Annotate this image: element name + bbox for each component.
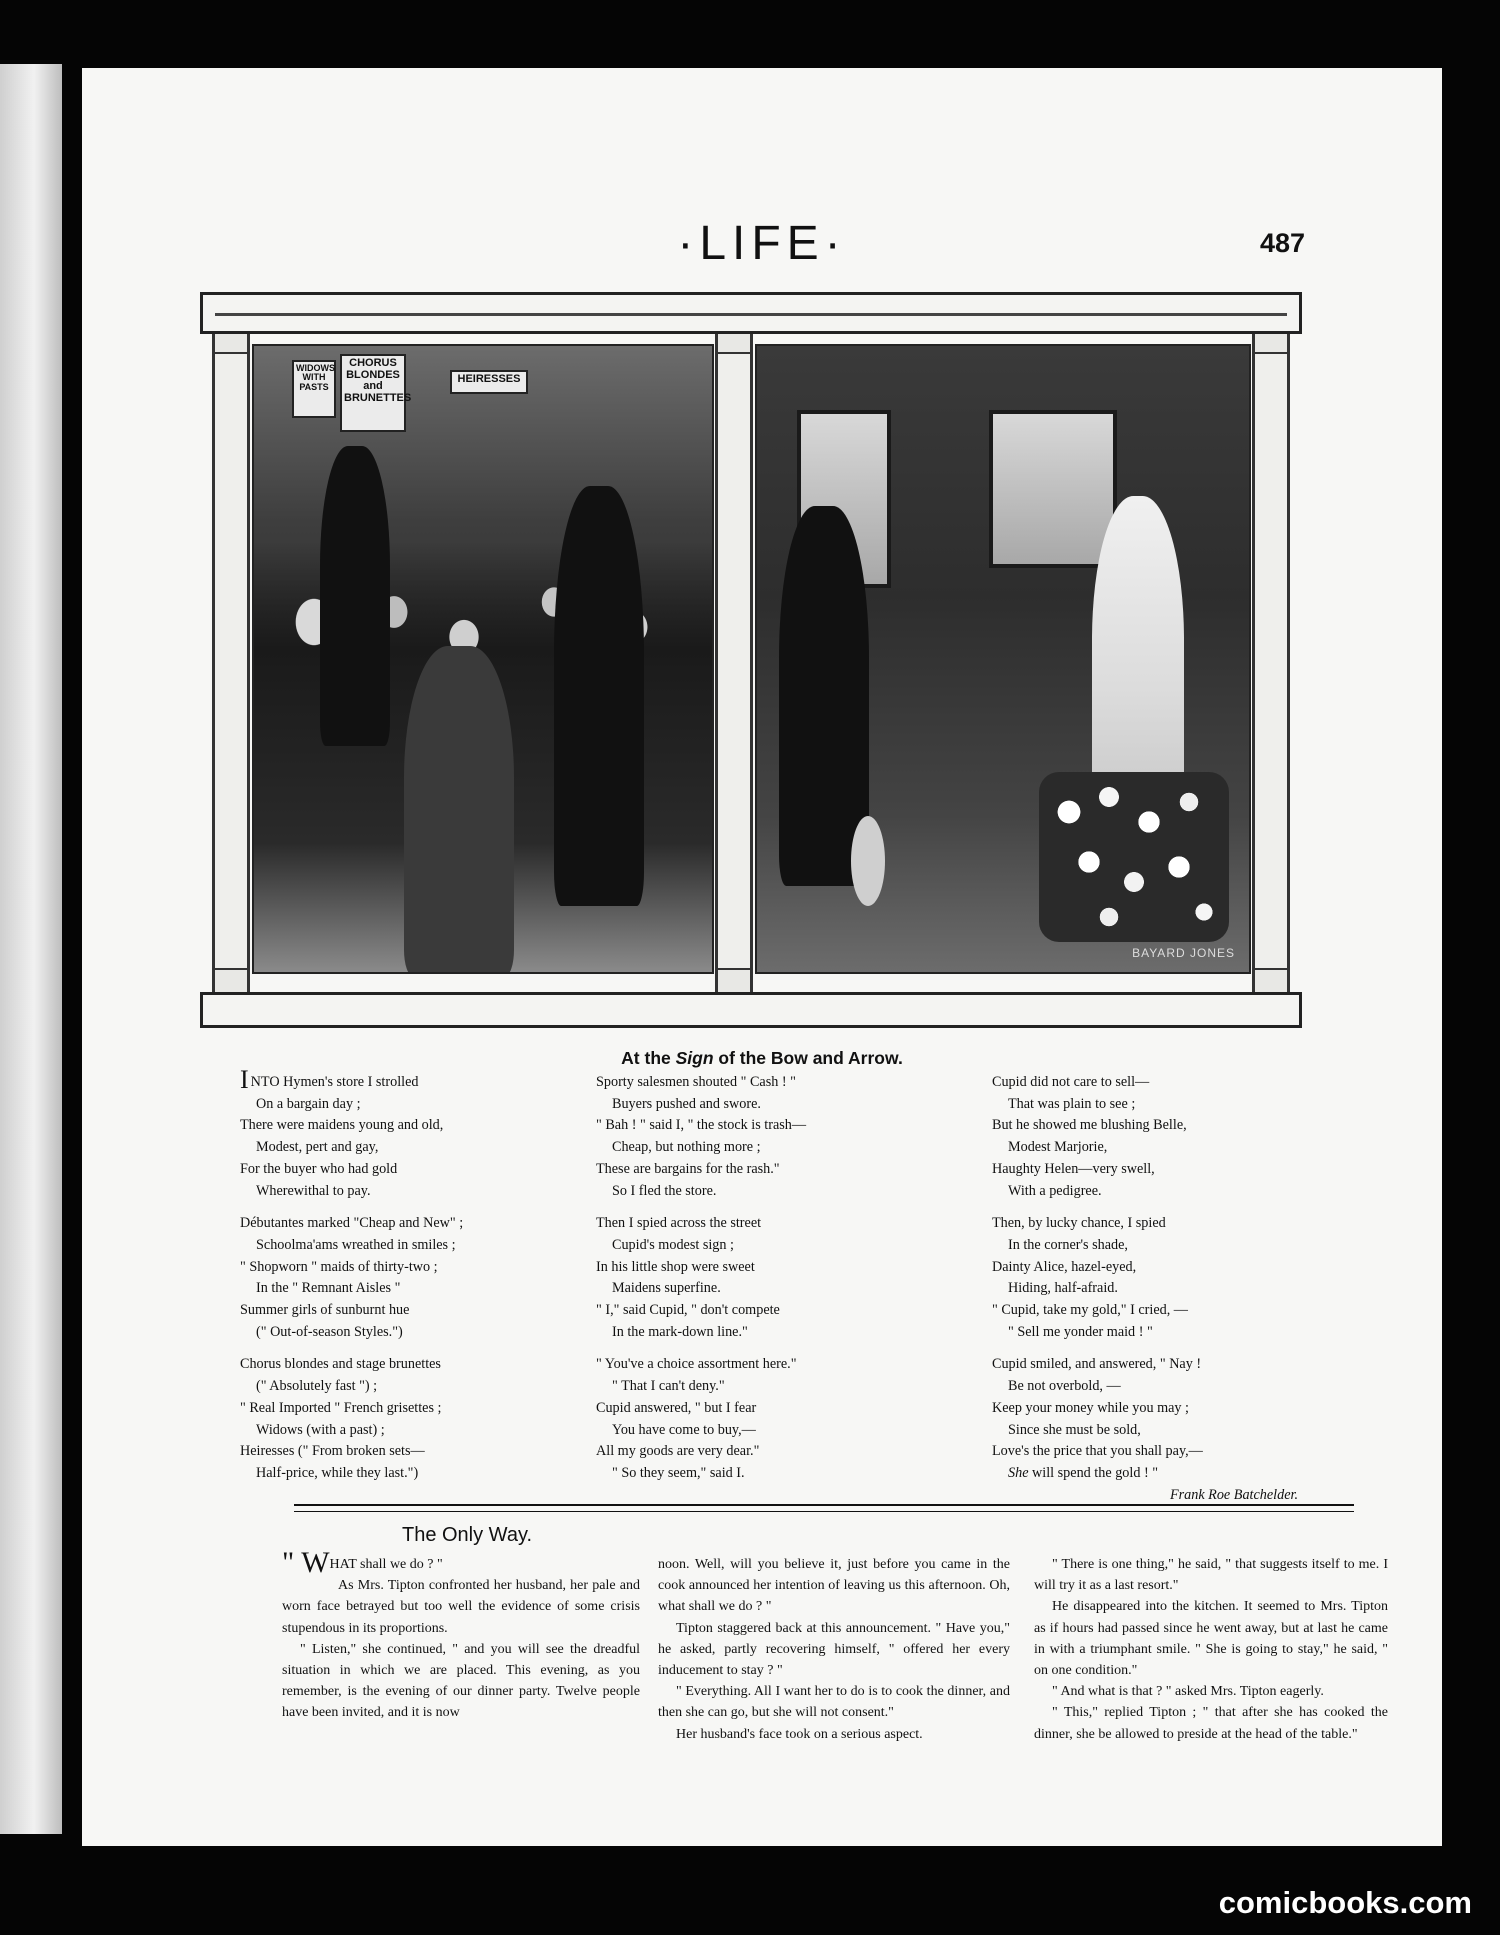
poem-line: Haughty Helen—very swell, — [992, 1160, 1155, 1177]
illustration-cupid-shop — [755, 344, 1251, 974]
poem-line: So I fled the store. — [612, 1182, 717, 1199]
poem-line: Buyers pushed and swore. — [612, 1095, 761, 1112]
poem-title: At the Sign of the Bow and Arrow. — [621, 1048, 903, 1068]
poem-line: " Shopworn " maids of thirty-two ; — [240, 1258, 438, 1275]
sign-chorus: CHORUS BLONDES and BRUNETTES — [340, 354, 406, 432]
poem-stanza — [240, 1213, 463, 1343]
cupid-figure — [851, 816, 885, 906]
poem-line: " That I can't deny." — [612, 1378, 725, 1395]
poem-line: There were maidens young and old, — [240, 1117, 444, 1134]
article-column-1 — [282, 1546, 640, 1724]
woman-figure — [320, 446, 390, 746]
poem-line: Cheap, but nothing more ; — [612, 1139, 761, 1156]
poem-line: For the buyer who had gold — [240, 1160, 398, 1177]
poem-line: All my goods are very dear." — [596, 1443, 760, 1460]
poem-line: Summer girls of sunburnt hue — [240, 1302, 410, 1319]
article-paragraph: As Mrs. Tipton confronted her husband, her pale and worn face betrayed but too well the evidence of some crisis stupendous in its proportions. — [282, 1578, 640, 1636]
poem-stanza — [240, 1354, 463, 1484]
adjacent-page-edge — [0, 64, 62, 1834]
poem-line: INTO Hymen's store I strolled — [240, 1065, 419, 1094]
poem-line: In the mark-down line." — [612, 1323, 748, 1340]
article-paragraph: Tipton staggered back at this announcement. " Have you," he asked, partly recovering himself, " offered her every inducement to stay ? " — [658, 1620, 1010, 1679]
poem-line: (" Out-of-season Styles.") — [256, 1323, 403, 1340]
illustration-bargain-crowd — [252, 344, 714, 974]
poem-line: " Bah ! " said I, " the stock is trash— — [596, 1117, 807, 1134]
poem-column-3 — [992, 1072, 1298, 1506]
page-number: 487 — [1260, 228, 1306, 258]
poem-line: Wherewithal to pay. — [256, 1182, 371, 1199]
flower-bouquet — [1039, 772, 1229, 942]
poem-line: She will spend the gold ! " — [1008, 1464, 1159, 1481]
article-column-3 — [1034, 1554, 1388, 1745]
poem-stanza — [596, 1354, 806, 1484]
poem-line: " You've a choice assortment here." — [596, 1356, 797, 1373]
sign-widows: WIDOWS WITH PASTS — [292, 360, 336, 418]
poem-line: These are bargains for the rash." — [596, 1160, 780, 1177]
drop-cap: " W — [282, 1546, 330, 1579]
poem-stanza — [992, 1072, 1298, 1202]
poem-line: " Cupid, take my gold," I cried, — — [992, 1302, 1188, 1319]
article-paragraph: " Listen," she continued, " and you will see the dreadful situation in which we are placed. This evening, as you remember, is the evening of our dinner party. Twelve people have been invited, and it is now — [282, 1641, 640, 1721]
article-paragraph: noon. Well, will you believe it, just before you came in the cook announced her intention of leaving us this afternoon. Oh, what shall we do ? " — [658, 1557, 1010, 1615]
poem-line: Love's the price that you shall pay,— — [992, 1443, 1203, 1460]
doorway-right — [989, 410, 1117, 568]
article-title: The Only Way. — [401, 1524, 533, 1546]
section-divider — [294, 1504, 1354, 1512]
poem-line: That was plain to see ; — [1008, 1095, 1136, 1112]
poem-stanza — [992, 1213, 1298, 1343]
man-figure — [404, 646, 514, 974]
poem-line: Cupid answered, " but I fear — [596, 1399, 757, 1416]
article-paragraph: " There is one thing," he said, " that suggests itself to me. I will try it as a last resort." — [1034, 1557, 1388, 1594]
poem-line: Dainty Alice, hazel-eyed, — [992, 1258, 1137, 1275]
poem-line: Then I spied across the street — [596, 1215, 762, 1232]
poem-line: Hiding, half-afraid. — [1008, 1280, 1118, 1297]
watermark: comicbooks.com — [1218, 1885, 1472, 1920]
poem-line: Widows (with a past) ; — [256, 1421, 385, 1438]
poem-line: Half-price, while they last.") — [256, 1464, 419, 1481]
poem-line: Cupid did not care to sell— — [992, 1074, 1150, 1090]
illustration-frame — [200, 292, 1302, 1028]
poem-author: Frank Roe Batchelder. — [1169, 1486, 1298, 1503]
poem-line: Keep your money while you may ; — [992, 1399, 1190, 1416]
poem-line: In his little shop were sweet — [596, 1258, 755, 1275]
poem-line: " Sell me yonder maid ! " — [1008, 1323, 1153, 1340]
poem-line: " I," said Cupid, " don't compete — [596, 1302, 780, 1319]
poem-line: Schoolma'ams wreathed in smiles ; — [256, 1236, 456, 1253]
poem-column-1 — [240, 1065, 464, 1496]
lady-figure — [1092, 496, 1184, 816]
frame-pillar-middle — [715, 334, 753, 992]
frame-pillar-right — [1252, 334, 1290, 992]
poem-line: You have come to buy,— — [612, 1421, 756, 1438]
artist-signature: BAYARD JONES — [1132, 946, 1235, 960]
salesman-figure — [554, 486, 644, 906]
poem-line: (" Absolutely fast ") ; — [256, 1378, 378, 1395]
frame-pillar-left — [212, 334, 250, 992]
magazine-page — [82, 68, 1442, 1846]
article-paragraph: Her husband's face took on a serious aspect. — [676, 1726, 923, 1742]
page-title: ·LIFE· — [677, 217, 847, 270]
poem-line: Maidens superfine. — [612, 1280, 721, 1297]
frame-entablature — [200, 292, 1302, 334]
poem-line: " So they seem," said I. — [612, 1464, 745, 1481]
poem-line: Cupid smiled, and answered, " Nay ! — [992, 1356, 1202, 1373]
poem-line: Débutantes marked "Cheap and New" ; — [240, 1215, 464, 1232]
poem-line: Since she must be sold, — [1008, 1421, 1141, 1438]
poem-line: With a pedigree. — [1008, 1182, 1102, 1199]
poem-stanza — [596, 1213, 806, 1343]
poem-line: Heiresses (" From broken sets— — [240, 1443, 425, 1460]
poem-line: Modest Marjorie, — [1008, 1139, 1108, 1156]
article-column-2 — [658, 1554, 1010, 1745]
poem-line: Then, by lucky chance, I spied — [992, 1215, 1166, 1232]
poem-line: On a bargain day ; — [256, 1095, 361, 1112]
poem-line: Cupid's modest sign ; — [612, 1236, 734, 1253]
sign-heiresses: HEIRESSES — [450, 370, 528, 394]
article-paragraph: " WHAT shall we do ? " — [282, 1546, 443, 1579]
poem-stanza — [992, 1354, 1298, 1506]
poem-line: In the " Remnant Aisles " — [256, 1280, 401, 1297]
poem-line: But he showed me blushing Belle, — [992, 1117, 1187, 1134]
frame-base — [200, 992, 1302, 1028]
article-paragraph: " And what is that ? " asked Mrs. Tipton eagerly. — [1052, 1684, 1324, 1700]
article-paragraph: He disappeared into the kitchen. It seemed to Mrs. Tipton as if hours had passed since he went away, but at last he came in with a triumphant smile. " She is going to stay," he said, " on one condition." — [1034, 1599, 1388, 1679]
poem-line: Sporty salesmen shouted " Cash ! " — [596, 1074, 796, 1090]
poem-stanza — [240, 1065, 463, 1202]
poem-line: Be not overbold, — — [1008, 1378, 1121, 1395]
poem-line: In the corner's shade, — [1008, 1236, 1128, 1253]
article-paragraph: " Everything. All I want her to do is to cook the dinner, and then she can go, but she will not consent." — [658, 1684, 1010, 1721]
poem-line: Modest, pert and gay, — [256, 1139, 379, 1156]
poem-stanza — [596, 1072, 806, 1202]
poem-column-2 — [596, 1072, 806, 1496]
poem-line: " Real Imported " French grisettes ; — [240, 1399, 442, 1416]
poem-line: Chorus blondes and stage brunettes — [240, 1356, 441, 1373]
article-paragraph: " This," replied Tipton ; " that after she has cooked the dinner, she be allowed to preside at the head of the table." — [1034, 1705, 1388, 1742]
drop-cap: I — [240, 1065, 249, 1094]
